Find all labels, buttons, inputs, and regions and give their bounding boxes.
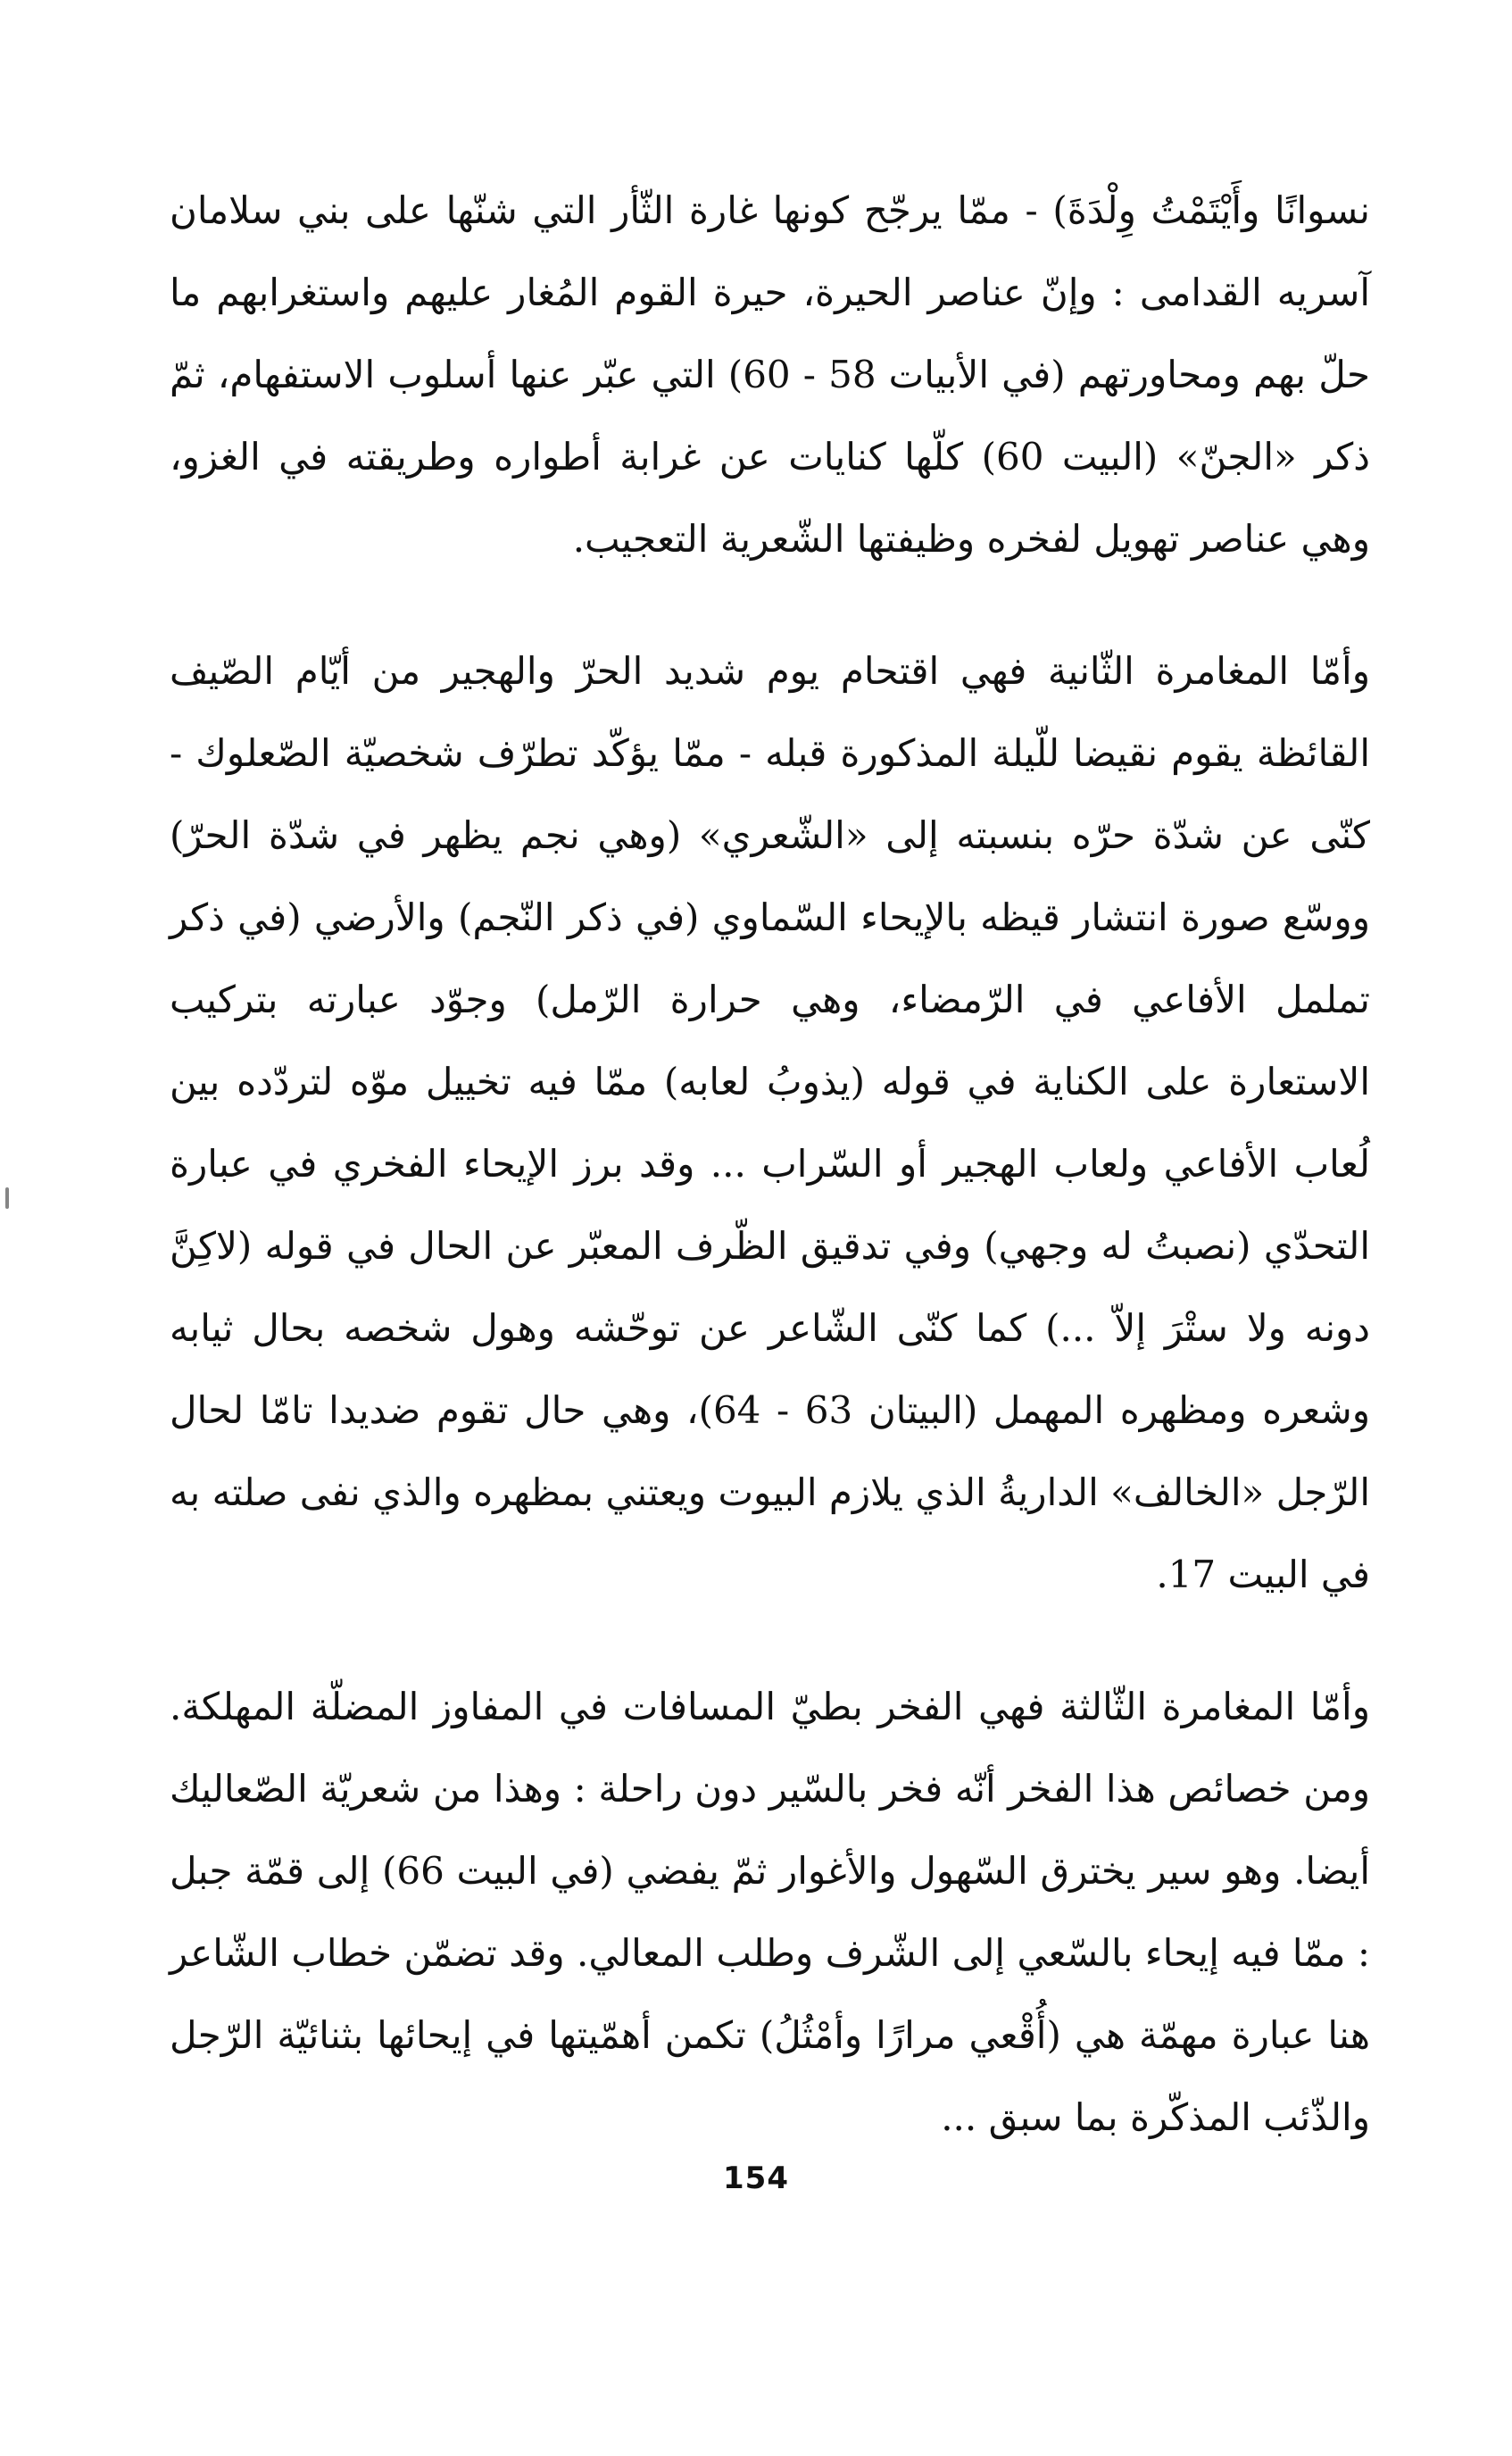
paragraph-3: وأمّا المغامرة الثّالثة فهي الفخر بطيّ المسافات في المفاوز المضلّة المهلكة. ومن خصائص هذا الفخر أنّه فخر بالسّير دون راحلة : وهذا من شعريّة الصّعاليك أيضا. وهو سير يخترق السّهول والأغوار ثمّ يفضي (في البيت 66) إلى قمّة جبل : ممّا فيه إيحاء بالسّعي إلى الشّرف وطلب المعالي. وقد تضمّن خطاب الشّاعر هنا عبارة مهمّة هي (أُقْعي مرارًا وأمْثُلُ) تكمن أهمّيتها في إيحائها بثنائيّة الرّجل والذّئب المذكّرة بما سبق ... — [170, 1685, 1371, 2139]
page-body — [170, 170, 1370, 2159]
margin-mark — [5, 1187, 9, 1209]
page-number: 154 — [723, 2160, 789, 2196]
paragraph-1: نسوانًا وأَيْتَمْتُ وِلْدَةَ) - ممّا يرجّح كونها غارة الثّأر التي شنّها على بني سلامان آسريه القدامى : وإنّ عناصر الحيرة، حيرة القوم المُغار عليهم واستغرابهم ما حلّ بهم ومحاورتهم (في الأبيات 58 - 60) التي عبّر عنها أسلوب الاستفهام، ثمّ ذكر «الجنّ» (البيت 60) كلّها كنايات عن غرابة أطواره وطريقته في الغزو، وهي عناصر تهويل لفخره وظيفتها الشّعرية التعجيب. — [170, 188, 1371, 561]
paragraph-2: وأمّا المغامرة الثّانية فهي اقتحام يوم شديد الحرّ والهجير من أيّام الصّيف القائظة يقوم نقيضا للّيلة المذكورة قبله - ممّا يؤكّد تطرّف شخصيّة الصّعلوك - كنّى عن شدّة حرّه بنسبته إلى «الشّعري» (وهي نجم يظهر في شدّة الحرّ) ووسّع صورة انتشار قيظه بالإيحاء السّماوي (في ذكر النّجم) والأرضي (في ذكر تململ الأفاعي في الرّمضاء، وهي حرارة الرّمل) وجوّد عبارته بتركيب الاستعارة على الكناية في قوله (يذوبُ لعابه) ممّا فيه تخييل موّه لتردّده بين لُعاب الأفاعي ولعاب الهجير أو السّراب ... وقد برز الإيحاء الفخري في عبارة التحدّي (نصبتُ له وجهي) وفي تدقيق الظّرف المعبّر عن الحال في قوله (لاكِنَّ دونه ولا ستْرَ إلاّ ...) كما كنّى الشّاعر عن توحّشه وهول شخصه بحال ثيابه وشعره ومظهره المهمل (البيتان 63 - 64)، وهي حال تقوم ضديدا تامّا لحال الرّجل «الخالف» الداريةُ الذي يلازم البيوت ويعتني بمظهره والذي نفى صلته به في البيت 17. — [170, 649, 1370, 1596]
